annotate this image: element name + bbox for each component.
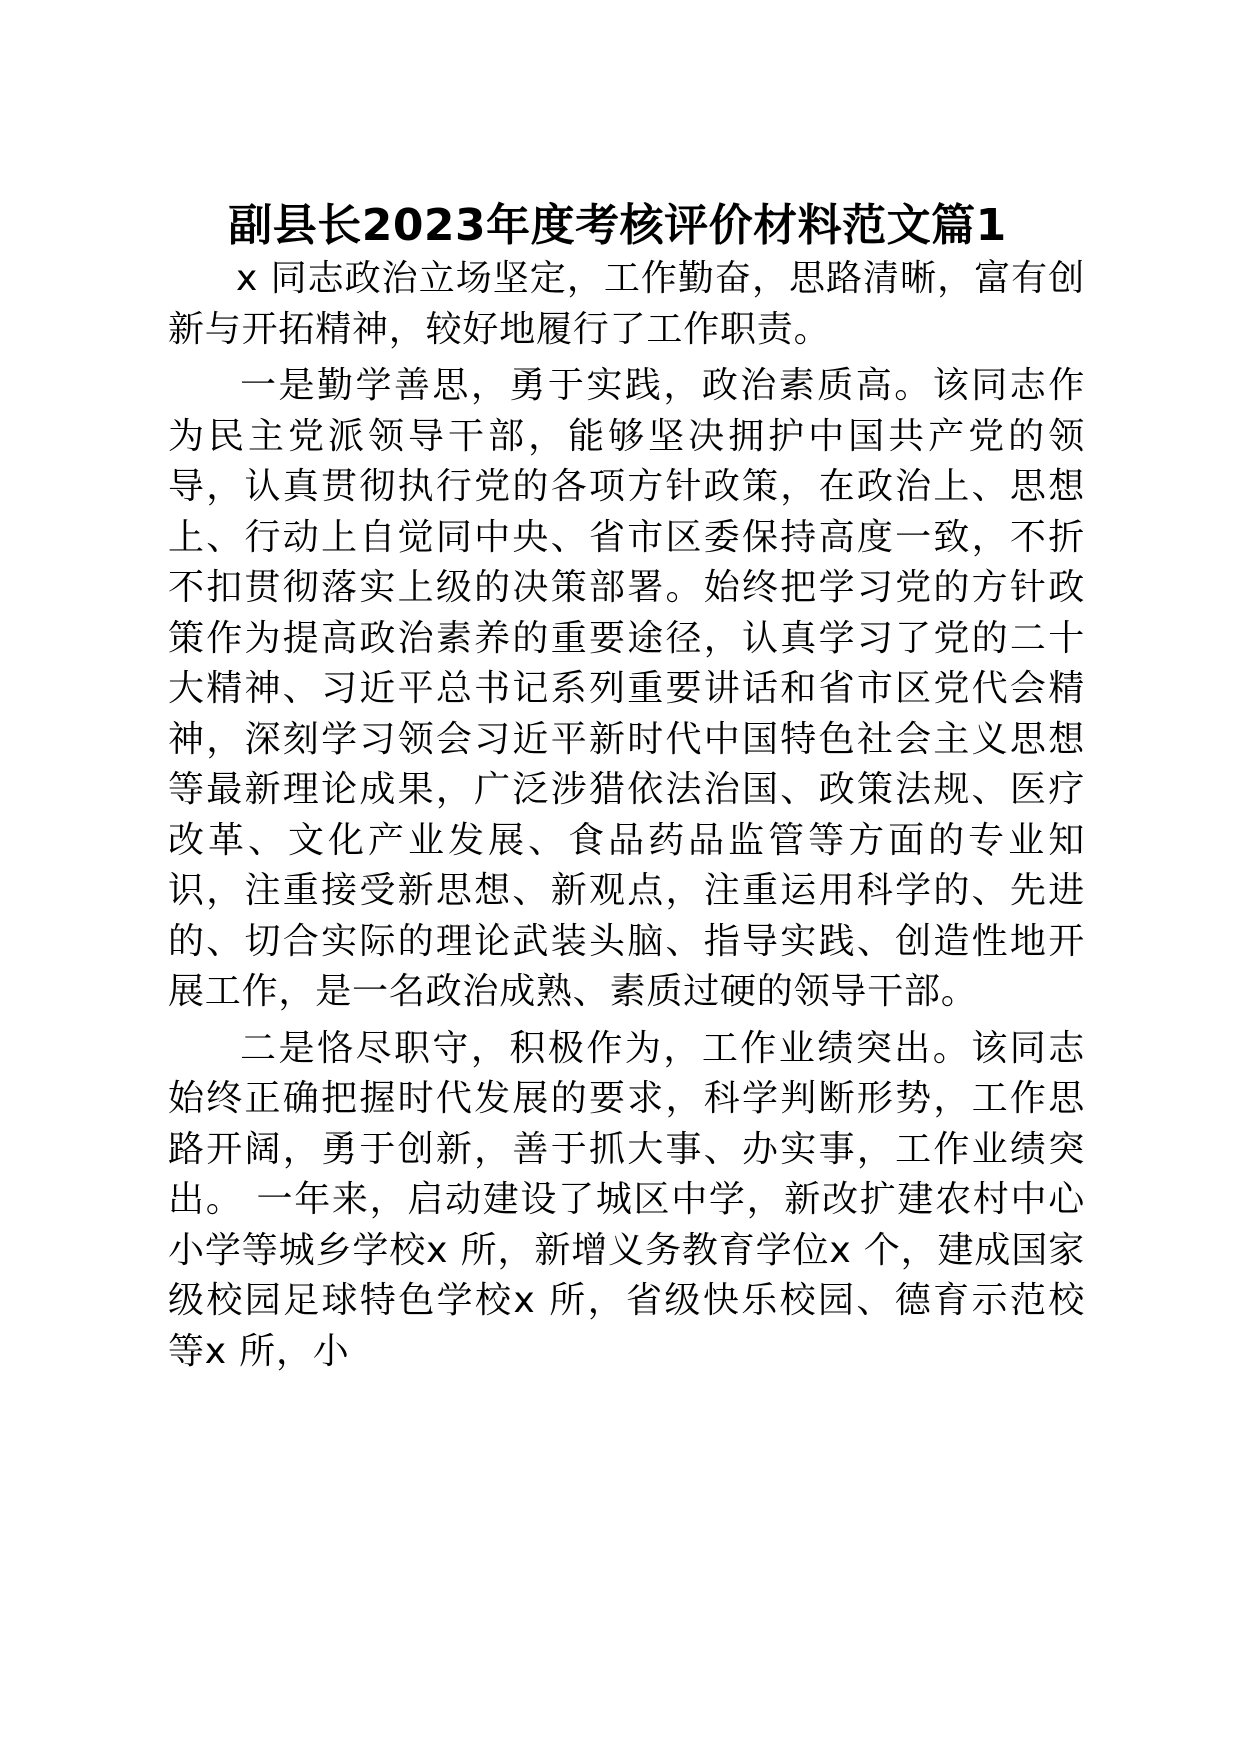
paragraph-political-quality: 一是勤学善思，勇于实践，政治素质高。该同志作为民主党派领导干部，能够坚决拥护中国共产党的领导，认真贯彻执行党的各项方针政策，在政治上、思想上、行动上自觉同中央、省市区委保持高度一致，不折不扣贯彻落实上级的决策部署。始终把学习党的方针政策作为提高政治素养的重要途径，认真学习了党的二十大精神、习近平总书记系列重要讲话和省市区党代会精神，深刻学习领会习近平新时代中国特色社会主义思想等最新理论成果，广泛涉猎依法治国、政策法规、医疗改革、文化产业发展、食品药品监管等方面的专业知识，注重接受新思想、新观点，注重运用科学的、先进的、切合实际的理论武装头脑、指导实践、创造性地开展工作，是一名政治成熟、素质过硬的领导干部。	[168, 365, 1085, 1012]
paragraph-intro: x 同志政治立场坚定，工作勤奋，思路清晰，富有创新与开拓精神，较好地履行了工作职责。	[168, 258, 1085, 350]
paragraph-work-performance: 二是恪尽职守，积极作为，工作业绩突出。该同志始终正确把握时代发展的要求，科学判断形势，工作思路开阔，勇于创新，善于抓大事、办实事，工作业绩突出。 一年来，启动建设了城区中学，新改扩建农村中心小学等城乡学校x 所，新增义务教育学位x 个，建成国家级校园足球特色学校x 所，省级快乐校园、德育示范校等x 所，小	[168, 1027, 1085, 1372]
document-body	[168, 254, 1085, 1383]
document-title: 副县长2023年度考核评价材料范文篇1	[228, 200, 1007, 251]
